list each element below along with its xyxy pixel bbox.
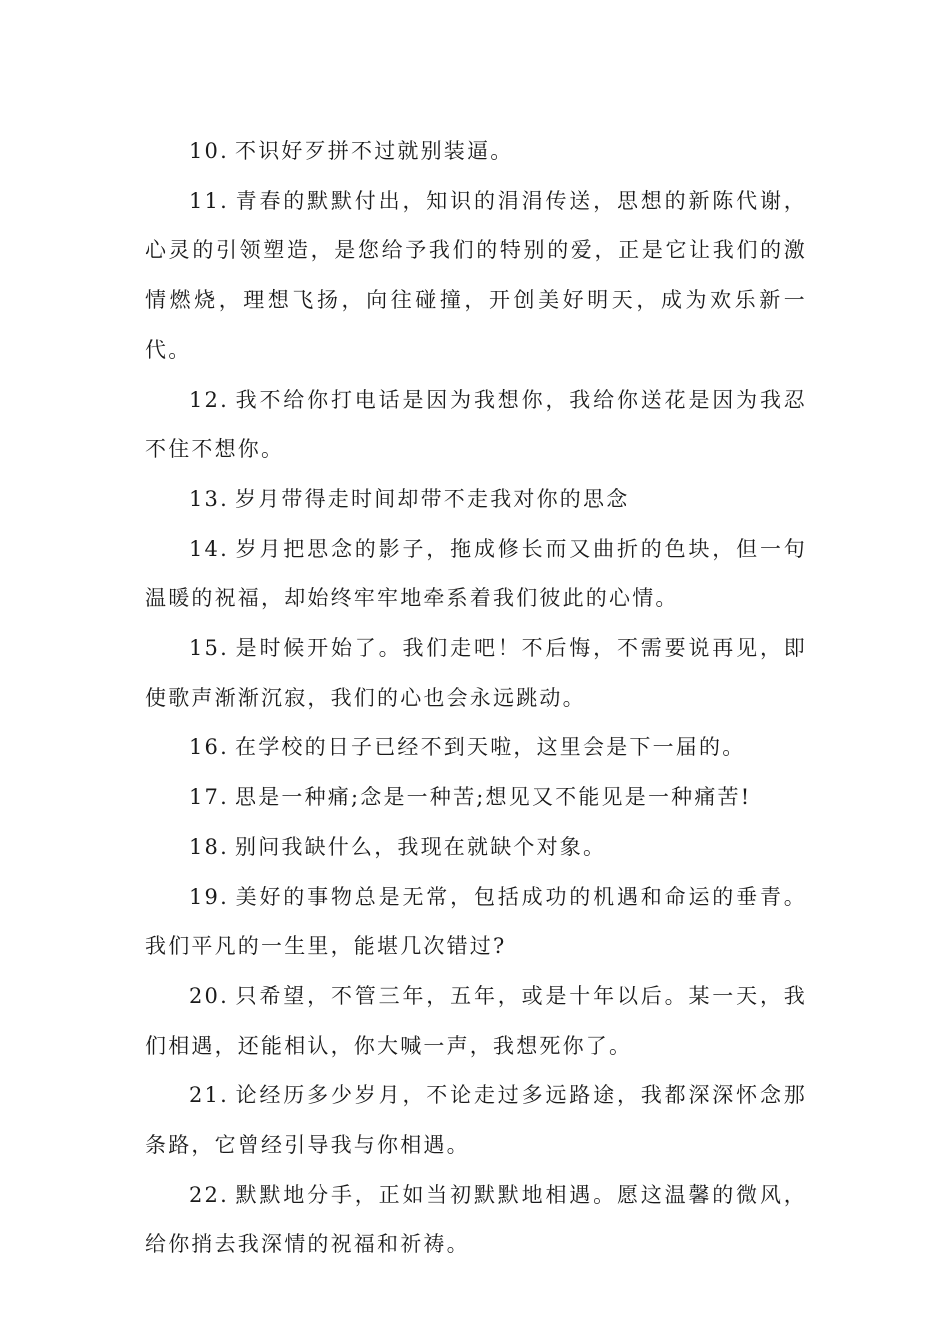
entry-number: 19. <box>189 884 229 909</box>
entry-10 <box>145 127 807 177</box>
entry-12 <box>145 376 807 475</box>
entry-22 <box>145 1171 807 1270</box>
entry-text: 是时候开始了。我们走吧！不后悔，不需要说再见，即使歌声渐渐沉寂，我们的心也会永远跳动。 <box>145 636 807 710</box>
entry-text: 美好的事物总是无常，包括成功的机遇和命运的垂青。我们平凡的一生里，能堪几次错过? <box>145 884 807 959</box>
entry-number: 21. <box>189 1083 229 1108</box>
entry-text: 青春的默默付出，知识的涓涓传送，思想的新陈代谢，心灵的引领塑造，是您给予我们的特别的爱，正是它让我们的激情燃烧，理想飞扬，向往碰撞，开创美好明天，成为欢乐新一代。 <box>145 188 807 362</box>
entry-text: 我不给你打电话是因为我想你，我给你送花是因为我忍不住不想你。 <box>145 387 807 462</box>
entry-16 <box>145 723 807 773</box>
entry-text: 别问我缺什么，我现在就缺个对象。 <box>235 834 607 859</box>
entry-14 <box>145 525 807 624</box>
entry-text: 默默地分手，正如当初默默地相遇。愿这温馨的微风，给你捎去我深情的祝福和祈祷。 <box>145 1182 807 1257</box>
entry-20 <box>145 972 807 1071</box>
entry-15 <box>145 624 807 723</box>
entry-text: 不识好歹拼不过就别装逼。 <box>235 139 514 163</box>
document-body <box>145 127 807 1270</box>
entry-text: 只希望，不管三年，五年，或是十年以后。某一天，我们相遇，还能相认，你大喊一声，我想死你了。 <box>145 983 807 1058</box>
entry-text: 论经历多少岁月，不论走过多远路途，我都深深怀念那条路，它曾经引导我与你相遇。 <box>145 1083 807 1158</box>
entry-11 <box>145 177 807 376</box>
entry-number: 13. <box>189 486 229 511</box>
entry-text: 岁月把思念的影子，拖成修长而又曲折的色块，但一句温暖的祝福，却始终牢牢地牵系着我们彼此的心情。 <box>145 536 807 611</box>
entry-number: 10. <box>189 139 229 163</box>
entry-19 <box>145 873 807 972</box>
entry-21 <box>145 1071 807 1170</box>
entry-text: 在学校的日子已经不到天啦，这里会是下一届的。 <box>235 735 746 760</box>
entry-number: 20. <box>189 983 229 1008</box>
entry-number: 11. <box>189 188 229 213</box>
entry-number: 17. <box>189 785 229 810</box>
entry-number: 22. <box>189 1182 229 1207</box>
entry-13 <box>145 475 807 525</box>
entry-text: 岁月带得走时间却带不走我对你的思念 <box>235 486 630 511</box>
entry-number: 15. <box>189 636 229 661</box>
entry-number: 12. <box>189 387 229 412</box>
entry-18 <box>145 823 807 873</box>
entry-number: 18. <box>189 834 229 859</box>
entry-number: 14. <box>189 536 229 561</box>
entry-text: 思是一种痛;念是一种苦;想见又不能见是一种痛苦! <box>235 785 752 810</box>
entry-number: 16. <box>189 735 229 760</box>
entry-17 <box>145 773 807 823</box>
